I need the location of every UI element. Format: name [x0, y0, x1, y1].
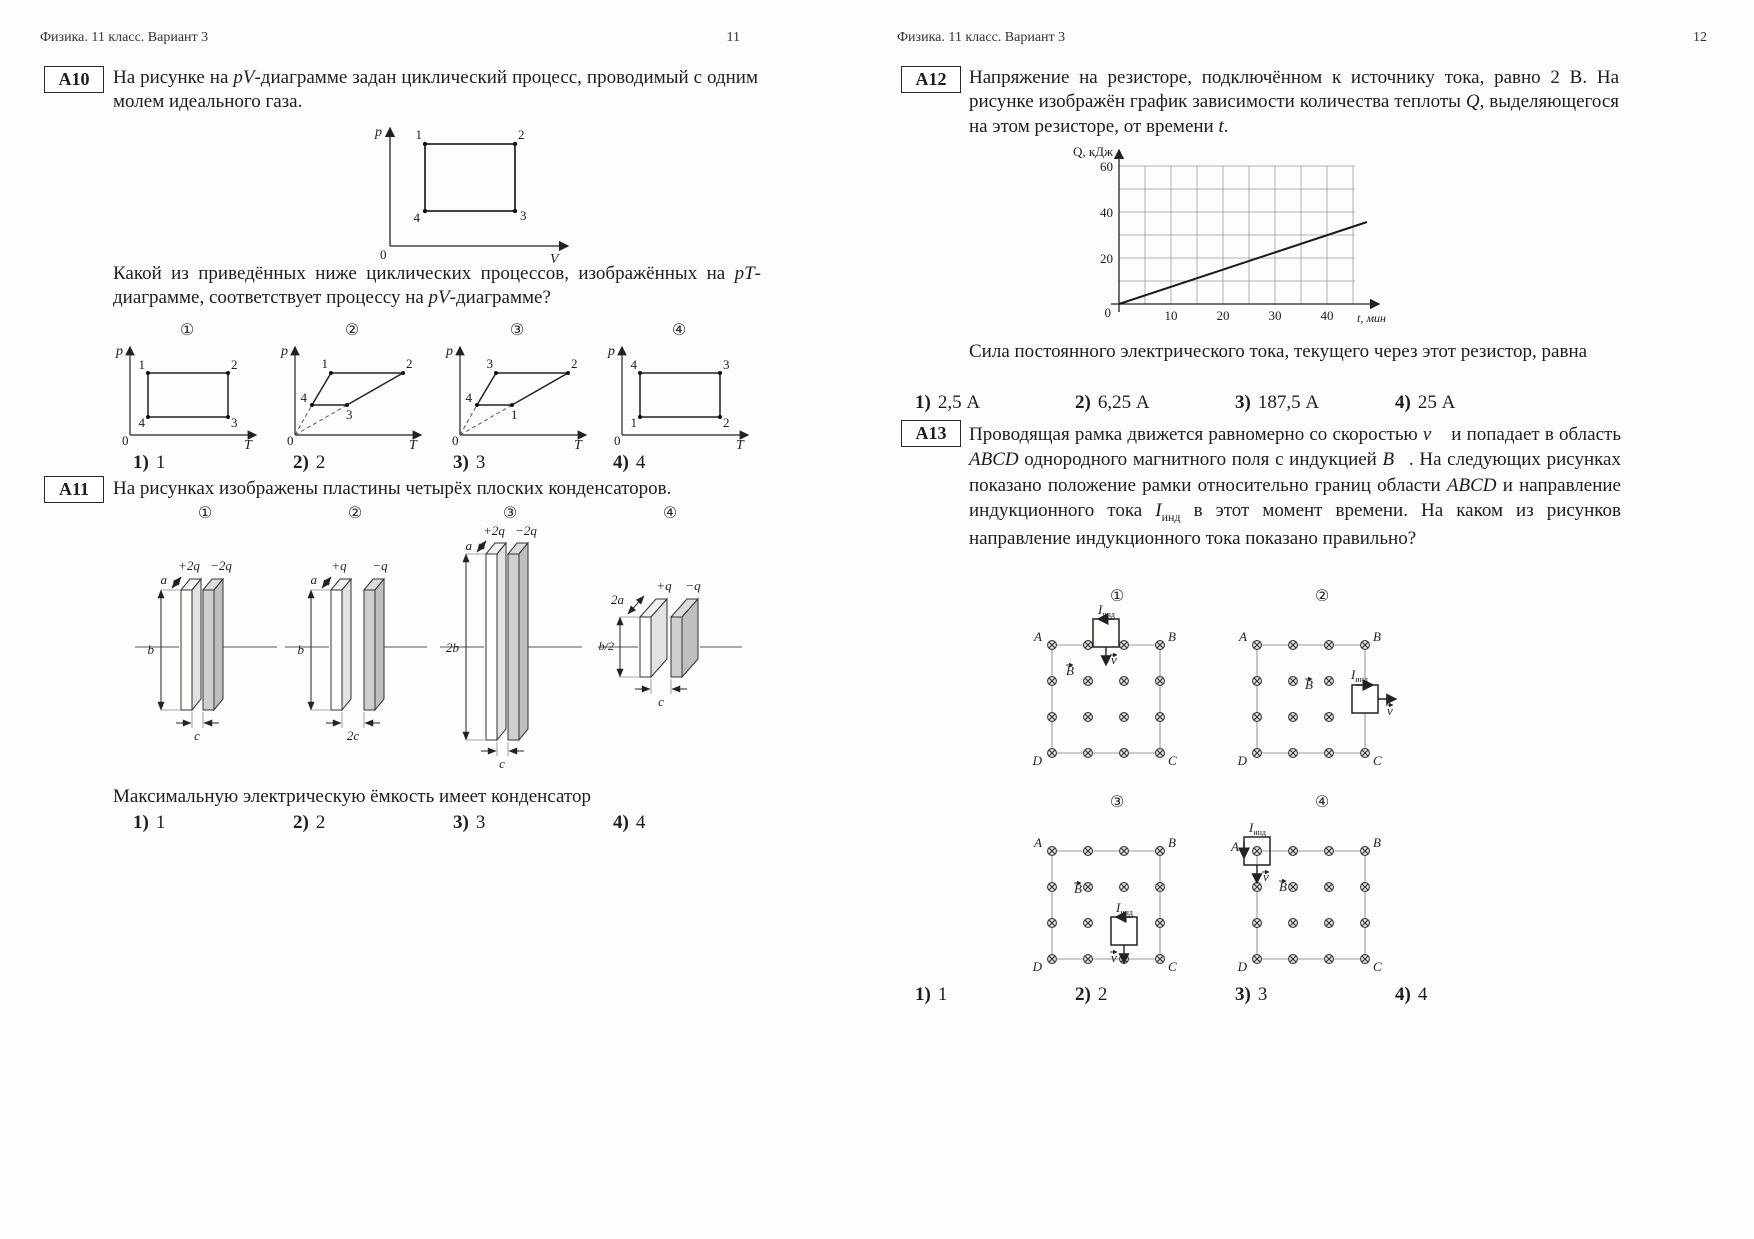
- svg-text:4: 4: [138, 415, 145, 430]
- charge-left: +q: [656, 578, 672, 593]
- plate-left: [640, 599, 667, 677]
- figure-number: ③: [509, 320, 525, 339]
- charge-right: −q: [372, 558, 388, 573]
- a12-statement-part: , выделяющегося на этом резисторе, от времени: [969, 91, 1620, 137]
- induced-current: I: [1155, 499, 1162, 521]
- answer-option: 4) 4: [613, 812, 646, 833]
- corner-d: D: [1032, 959, 1042, 974]
- a13-tag: А13: [901, 420, 961, 447]
- corner-d: D: [1032, 753, 1042, 768]
- svg-text:3: 3: [723, 357, 730, 372]
- svg-text:2: 2: [231, 357, 238, 372]
- page-header: [897, 30, 1707, 46]
- b-field-label: B: [1305, 677, 1313, 692]
- a11-tag: А11: [44, 476, 104, 503]
- figure-number: ①: [1109, 586, 1125, 605]
- charge-left: +2q: [483, 523, 505, 538]
- a11-statement: На рисунках изображены пластины четырёх плоских конденсаторов.: [113, 478, 672, 499]
- x-tick-40: 40: [1320, 308, 1334, 323]
- answer-option: 3) 187,5 А: [1235, 392, 1320, 413]
- a12-heat-graph: [1057, 142, 1397, 338]
- a10-option-figure-3: [438, 320, 596, 451]
- a10-tag: А10: [44, 66, 104, 93]
- svg-text:1: 1: [321, 356, 328, 371]
- capacitor-4-diagram: [590, 522, 750, 780]
- dim-c: c: [499, 756, 505, 771]
- dim-2a: 2a: [611, 592, 624, 607]
- axis-label-p: p: [375, 125, 382, 140]
- conducting-frame: [1111, 917, 1137, 945]
- abcd-region-border: [1257, 645, 1365, 753]
- x-tick-30: 30: [1268, 308, 1282, 323]
- dim-c: c: [658, 694, 664, 709]
- svg-text:0: 0: [452, 433, 459, 448]
- abcd-region: ABCD: [1446, 474, 1497, 496]
- charge-left: +2q: [178, 558, 200, 573]
- plate-right: [508, 543, 528, 740]
- answer-option: 1) 1: [133, 452, 166, 473]
- svg-text:T: T: [574, 438, 582, 451]
- svg-text:1: 1: [511, 407, 518, 422]
- figure-number: ③: [502, 503, 518, 522]
- a10-statement-part: -диаграмме задан циклический процесс, проводимый с одним молем идеального газа.: [113, 67, 758, 113]
- figure-number: ②: [1314, 586, 1330, 605]
- svg-text:2: 2: [723, 415, 730, 430]
- answer-option: 3) 3: [453, 452, 486, 473]
- corner-a: A: [1239, 629, 1247, 644]
- origin-label: 0: [380, 247, 387, 262]
- a13-field-diagram-4: [1227, 811, 1417, 983]
- a12-statement-part: .: [1223, 115, 1229, 137]
- pt-diagram-2: [273, 339, 431, 451]
- a10-question: [113, 262, 761, 311]
- corner-c: C: [1168, 959, 1177, 974]
- a11-capacitor-figure-4: [590, 503, 750, 780]
- a11-answers: [133, 812, 773, 834]
- svg-text:0: 0: [122, 433, 129, 448]
- charge-left: +q: [331, 558, 347, 573]
- corner-b: B: [1373, 629, 1381, 644]
- y-tick-60: 60: [1100, 159, 1113, 174]
- svg-text:p: p: [608, 344, 615, 359]
- velocity-label: v: [1387, 703, 1393, 718]
- plate-left: [486, 543, 506, 740]
- pv-variable: pV: [233, 67, 255, 88]
- svg-text:0: 0: [287, 433, 294, 448]
- dim-2c: 2c: [346, 728, 360, 743]
- induced-current-label: $I_{инд}$: [1351, 667, 1368, 684]
- figure-number: ①: [197, 503, 213, 522]
- pv-variable: pV: [428, 287, 450, 309]
- answer-option: 4) 4: [1395, 984, 1428, 1005]
- a12-statement-part: Напряжение на резисторе, подключённом к источнику тока, равно 2 В. На рисунке изображён график зависимости количества теплоты: [969, 67, 1619, 113]
- b-field-label: B: [1279, 879, 1287, 894]
- a13-figure-1: [1022, 586, 1212, 777]
- a11-capacitor-figure-3: [430, 503, 590, 780]
- a10-statement-part: На рисунке на: [113, 67, 234, 88]
- capacitor-2-diagram: [275, 522, 435, 780]
- point-2: 2: [518, 127, 525, 142]
- svg-text:p: p: [281, 344, 288, 359]
- svg-text:4: 4: [300, 390, 307, 405]
- capacitor-3-diagram: [430, 522, 590, 780]
- q-variable: Q: [1465, 91, 1480, 113]
- a11-capacitor-figure-1: [125, 503, 285, 780]
- plate-right: [364, 579, 384, 710]
- a12-statement: [969, 66, 1619, 139]
- page-header: [40, 30, 740, 46]
- velocity-label: v: [1111, 652, 1117, 667]
- origin-label: 0: [1104, 305, 1111, 320]
- figure-number: ④: [1314, 792, 1330, 811]
- a10-statement: [113, 66, 758, 115]
- induced-current-label: $I_{инд}$: [1116, 900, 1133, 917]
- velocity-label: v: [1263, 869, 1269, 884]
- corner-a: A: [1034, 835, 1042, 850]
- abcd-region-border: [1257, 851, 1365, 959]
- grid-lines: [1119, 166, 1355, 304]
- charge-right: −2q: [210, 558, 232, 573]
- a11-capacitor-figure-2: [275, 503, 435, 780]
- a13-statement: Проводящая рамка движется равномерно со скоростью v⃗ и попадает в область ABCD однородного магнитного поля с индукцией B⃗. На следующих рисунках показано положение рамки относительно границ области ABCD и направление индукционного тока $I_{инд}$ в этот момент времени. На каком из рисунков направление индукционного тока показано правильно?: [969, 424, 1622, 549]
- answer-option: 2) 2: [293, 452, 326, 473]
- dim-2b: 2b: [446, 640, 459, 655]
- a13-field-diagram-1: [1022, 605, 1212, 777]
- a13-field-diagram-3: [1022, 811, 1212, 983]
- a12-question: Сила постоянного электрического тока, текущего через этот резистор, равна: [969, 341, 1588, 362]
- a13-answers: [915, 984, 1555, 1006]
- point-4: 4: [413, 210, 420, 225]
- figure-number: ②: [347, 503, 363, 522]
- answer-option: 2) 2: [1075, 984, 1108, 1005]
- figure-number: ④: [662, 503, 678, 522]
- svg-text:3: 3: [346, 407, 353, 422]
- dim-b: b: [297, 642, 304, 657]
- plate-right: [203, 579, 223, 710]
- corner-b: B: [1168, 835, 1176, 850]
- point-3: 3: [520, 208, 527, 223]
- a13-field-diagram-2: [1227, 605, 1417, 777]
- b-field-label: B: [1074, 881, 1082, 896]
- answer-option: 2) 2: [293, 812, 326, 833]
- a13-figure-2: [1227, 586, 1417, 777]
- answer-option: 4) 4: [613, 452, 646, 473]
- a10-option-figure-2: [273, 320, 431, 451]
- abcd-region: ABCD: [969, 449, 1019, 471]
- induction-vector: B⃗: [1382, 449, 1409, 471]
- point-1: 1: [415, 127, 422, 142]
- pt-diagram-4: [600, 339, 758, 451]
- answer-option: 1) 1: [133, 812, 166, 833]
- induced-current-label: $I_{инд}$: [1098, 605, 1115, 619]
- charge-right: −2q: [515, 523, 537, 538]
- a10-answers: [133, 452, 773, 474]
- svg-text:2: 2: [406, 356, 413, 371]
- svg-text:T: T: [736, 438, 744, 451]
- svg-text:4: 4: [465, 390, 472, 405]
- dim-c: c: [194, 728, 200, 743]
- corner-b: B: [1373, 835, 1381, 850]
- corner-d: D: [1237, 959, 1247, 974]
- dim-a: a: [160, 572, 167, 587]
- answer-option: 3) 3: [1235, 984, 1268, 1005]
- a10-option-figure-4: [600, 320, 758, 451]
- svg-text:2: 2: [571, 356, 578, 371]
- b-field-label: B: [1066, 663, 1074, 678]
- induced-current-label: $I_{инд}$: [1249, 820, 1266, 837]
- answer-option: 4) 25 А: [1395, 392, 1456, 413]
- svg-text:3: 3: [486, 356, 493, 371]
- conducting-frame: [1352, 685, 1378, 713]
- corner-c: C: [1373, 959, 1382, 974]
- answer-option: 1) 2,5 А: [915, 392, 981, 413]
- page-number: 11: [726, 30, 740, 45]
- charge-right: −q: [685, 578, 701, 593]
- pt-diagram-3: [438, 339, 596, 451]
- x-tick-20: 20: [1216, 308, 1230, 323]
- pt-variable: pT: [734, 263, 755, 284]
- capacitor-1-diagram: [125, 522, 285, 780]
- corner-b: B: [1168, 629, 1176, 644]
- x-tick-10: 10: [1164, 308, 1178, 323]
- corner-c: C: [1168, 753, 1177, 768]
- figure-number: ①: [179, 320, 195, 339]
- abcd-region-border: [1052, 851, 1160, 959]
- plate-right: [671, 599, 698, 677]
- figure-number: ④: [671, 320, 687, 339]
- svg-text:T: T: [244, 438, 252, 451]
- data-line: [1119, 222, 1367, 304]
- page-number: 12: [1693, 30, 1707, 45]
- svg-text:p: p: [446, 344, 453, 359]
- svg-text:3: 3: [231, 415, 238, 430]
- a10-pv-diagram: [330, 116, 580, 266]
- corner-a: A: [1034, 629, 1042, 644]
- svg-text:T: T: [409, 438, 417, 451]
- pt-diagram-1: [108, 339, 266, 451]
- svg-text:p: p: [116, 344, 123, 359]
- page-12: [877, 0, 1754, 1239]
- t-variable: t: [1218, 115, 1224, 137]
- dim-b: b: [147, 642, 154, 657]
- conducting-frame: [1093, 619, 1119, 647]
- x-axis-label: t, мин: [1357, 311, 1386, 325]
- y-tick-20: 20: [1100, 251, 1113, 266]
- a10-option-figure-1: [108, 320, 266, 451]
- velocity-label: v: [1111, 950, 1117, 965]
- a12-answers: [915, 392, 1555, 414]
- corner-d: D: [1237, 753, 1247, 768]
- a13-figure-3: [1022, 792, 1212, 983]
- answer-option: 3) 3: [453, 812, 486, 833]
- figure-number: ③: [1109, 792, 1125, 811]
- plate-left: [331, 579, 351, 710]
- a13-figure-4: [1227, 792, 1417, 983]
- svg-text:4: 4: [630, 357, 637, 372]
- header-title: Физика. 11 класс. Вариант 3: [40, 30, 209, 45]
- a10-question-part: -диаграмме, соответствует процессу на: [113, 263, 761, 309]
- y-tick-40: 40: [1100, 205, 1113, 220]
- axis-label-v: V: [550, 252, 559, 266]
- a11-question: Максимальную электрическую ёмкость имеет конденсатор: [113, 786, 591, 807]
- dim-a: a: [465, 538, 472, 553]
- svg-text:1: 1: [138, 357, 145, 372]
- velocity-vector: v⃗: [1422, 424, 1447, 445]
- svg-text:1: 1: [630, 415, 637, 430]
- corner-c: C: [1373, 753, 1382, 768]
- corner-a: A: [1231, 839, 1239, 854]
- svg-text:0: 0: [614, 433, 621, 448]
- answer-option: 1) 1: [915, 984, 948, 1005]
- b-field-grid: [1048, 847, 1165, 964]
- answer-option: 2) 6,25 А: [1075, 392, 1150, 413]
- figure-number: ②: [344, 320, 360, 339]
- dim-b2: b/2: [598, 639, 614, 653]
- a10-question-part: Какой из приведённых ниже циклических процессов, изображённых на: [113, 263, 735, 284]
- header-title: Физика. 11 класс. Вариант 3: [897, 30, 1066, 45]
- dim-a: a: [310, 572, 317, 587]
- cycle-rectangle: [425, 144, 515, 211]
- y-axis-label: Q, кДж: [1072, 144, 1113, 159]
- a10-question-part: -диаграмме?: [449, 287, 551, 309]
- a12-tag: А12: [901, 66, 961, 93]
- plate-left: [181, 579, 201, 710]
